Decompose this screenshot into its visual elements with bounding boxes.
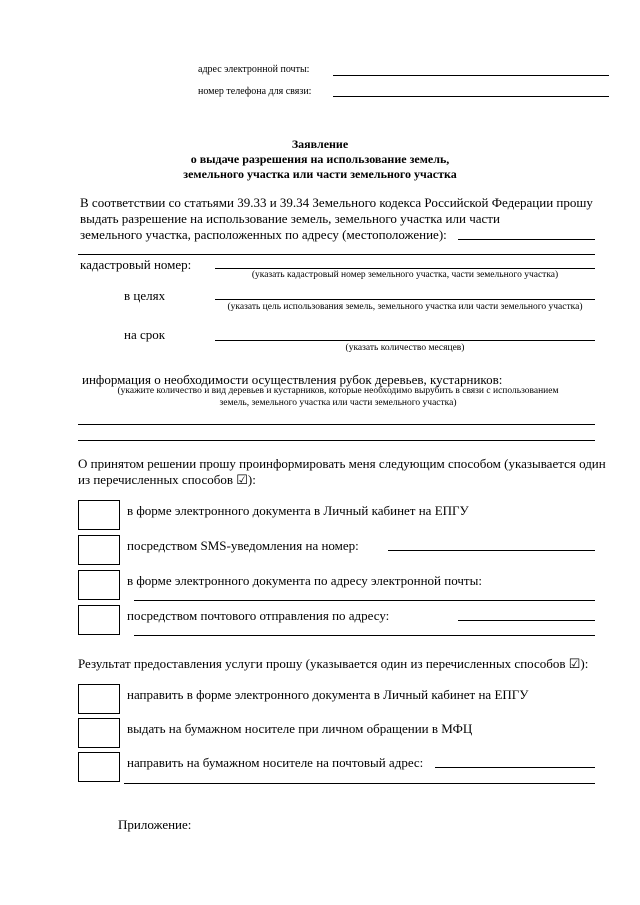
document-subtitle-line1: о выдаче разрешения на использование земель, xyxy=(190,152,450,166)
notify-post-address-line[interactable] xyxy=(458,620,595,621)
term-hint: (указать количество месяцев) xyxy=(345,343,465,353)
result-option-post: направить на бумажном носителе на почтовый адрес: xyxy=(127,755,424,770)
intro-line1: В соответствии со статьями 39.33 и 39.34 Земельного кодекса Российской Федерации прошу xyxy=(80,195,593,210)
cadastral-hint: (указать кадастровый номер земельного участка, части земельного участка) xyxy=(251,270,559,280)
document-subtitle-line2: земельного участка или части земельного участка xyxy=(183,167,457,181)
term-label: на срок xyxy=(124,327,166,342)
trees-hint-line1: (укажите количество и вид деревьев и кустарников, которые необходимо вырубить в связи с использованием xyxy=(117,386,559,396)
cadastral-label: кадастровый номер: xyxy=(80,257,192,272)
address-field-line[interactable] xyxy=(458,239,595,240)
phone-label: номер телефона для связи: xyxy=(198,86,312,97)
notify-checkbox-sms[interactable] xyxy=(78,535,120,565)
notify-checkbox-post[interactable] xyxy=(78,605,120,635)
attachment-label: Приложение: xyxy=(118,817,192,832)
result-checkbox-mfc[interactable] xyxy=(78,718,120,748)
trees-field-line-2[interactable] xyxy=(78,440,595,441)
notify-intro-line2: из перечисленных способов ☑): xyxy=(78,472,256,487)
intro-line3: земельного участка, расположенных по адресу (местоположение): xyxy=(80,227,447,242)
notify-option-lk-epgu: в форме электронного документа в Личный кабинет на ЕПГУ xyxy=(127,503,469,518)
email-label: адрес электронной почты: xyxy=(198,64,310,75)
result-post-address-line-2[interactable] xyxy=(124,783,595,784)
sms-number-field-line[interactable] xyxy=(388,550,595,551)
notify-email-field-line[interactable] xyxy=(134,600,595,601)
result-checkbox-post[interactable] xyxy=(78,752,120,782)
notify-option-post: посредством почтового отправления по адресу: xyxy=(127,608,390,623)
purpose-label: в целях xyxy=(124,288,166,303)
address-field-line-2[interactable] xyxy=(78,254,595,255)
notify-option-sms: посредством SMS-уведомления на номер: xyxy=(127,538,359,553)
email-field-line[interactable] xyxy=(333,75,609,76)
phone-field-line[interactable] xyxy=(333,96,609,97)
notify-checkbox-lk-epgu[interactable] xyxy=(78,500,120,530)
intro-line2: выдать разрешение на использование земель, земельного участка или части xyxy=(80,211,500,226)
trees-hint-line2: земель, земельного участка или части земельного участка) xyxy=(219,398,457,408)
notify-post-address-line-2[interactable] xyxy=(134,635,595,636)
trees-label: информация о необходимости осуществления рубок деревьев, кустарников: xyxy=(82,372,503,387)
purpose-hint: (указать цель использования земель, земельного участка или части земельного участка) xyxy=(227,302,583,312)
purpose-field-line[interactable] xyxy=(215,299,595,300)
result-post-address-line[interactable] xyxy=(435,767,595,768)
notify-option-email: в форме электронного документа по адресу электронной почты: xyxy=(127,573,482,588)
notify-checkbox-email[interactable] xyxy=(78,570,120,600)
trees-field-line-1[interactable] xyxy=(78,424,595,425)
term-field-line[interactable] xyxy=(215,340,595,341)
result-intro: Результат предоставления услуги прошу (указывается один из перечисленных способов ☑): xyxy=(78,656,589,671)
result-option-lk-epgu: направить в форме электронного документа в Личный кабинет на ЕПГУ xyxy=(127,687,529,702)
document-title: Заявление xyxy=(291,137,349,151)
cadastral-field-line[interactable] xyxy=(215,268,595,269)
result-option-mfc: выдать на бумажном носителе при личном обращении в МФЦ xyxy=(127,721,473,736)
result-checkbox-lk-epgu[interactable] xyxy=(78,684,120,714)
notify-intro-line1: О принятом решении прошу проинформировать меня следующим способом (указывается один xyxy=(78,456,606,471)
